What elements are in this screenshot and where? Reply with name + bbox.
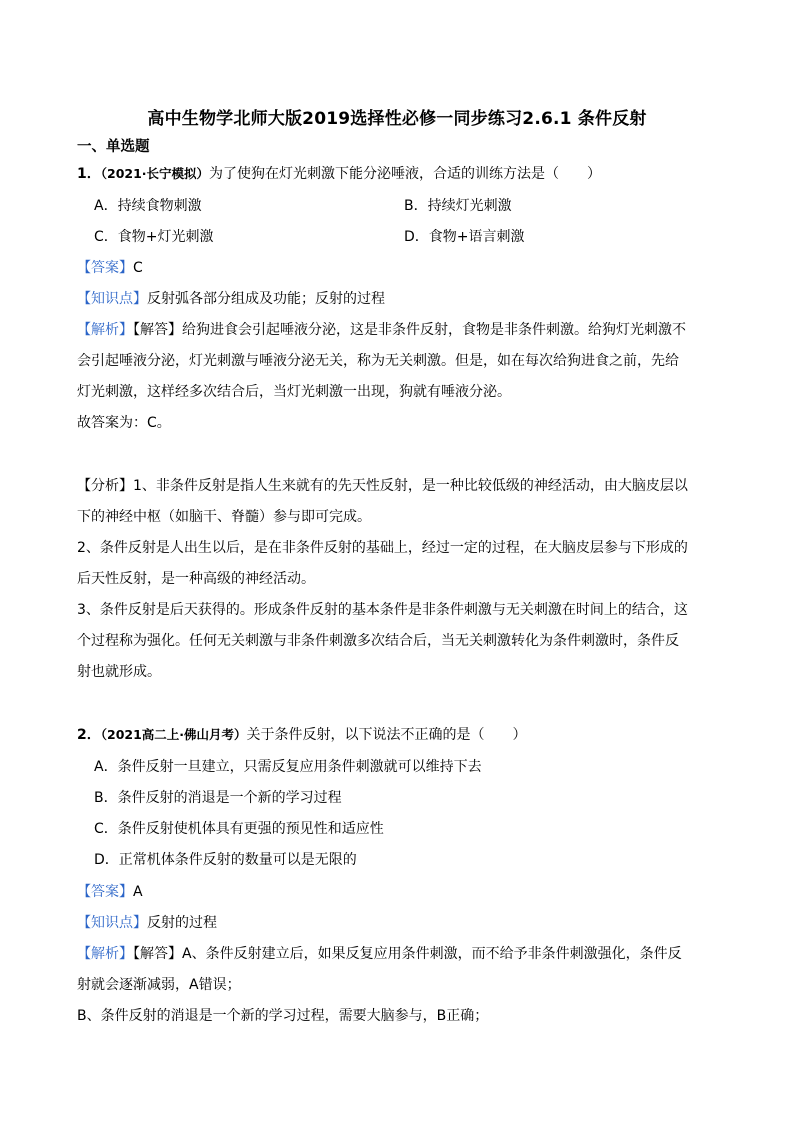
answer-line [77,258,143,278]
fenxi-line-7: 射也就形成。 [77,664,161,680]
option-c: C．条件反射使机体具有更强的预见性和适应性 [94,821,384,837]
option-d: D．食物+语言刺激 [404,229,525,245]
knowledge-tag: 【知识点】 [77,915,147,931]
analysis-line-2: 会引起唾液分泌，灯光刺激与唾液分泌无关，称为无关刺激。但是，如在每次给狗进食之前，先给 [77,353,679,369]
fenxi-text: 1、非条件反射是指人生来就有的先天性反射，是一种比较低级的神经活动，由大脑皮层以 [133,478,688,494]
analysis-tag: 【解析】 [77,946,133,962]
option-c: C．食物+灯光刺激 [94,229,214,245]
analysis-text: A、条件反射建立后，如果反复应用条件刺激，而不给予非条件刺激强化，条件反 [182,946,682,962]
fenxi-line-6: 个过程称为强化。任何无关刺激与非条件刺激多次结合后，当无关刺激转化为条件刺激时，条件反 [77,633,679,649]
question-1-stem-line [77,164,601,184]
question-source: （2021·长宁模拟） [100,166,210,181]
knowledge-value: 反射弧各部分组成及功能；反射的过程 [147,291,385,307]
question-number: 1． [77,166,101,182]
answer-line [77,882,143,902]
knowledge-value: 反射的过程 [147,915,217,931]
knowledge-line [77,289,385,309]
question-source: （2021高二上·佛山月考） [100,727,247,742]
option-a: A．条件反射一旦建立，只需反复应用条件刺激就可以维持下去 [94,759,482,775]
answer-tag: 【答案】 [77,884,133,900]
question-2-stem-line [77,725,527,745]
analysis-text: 给狗进食会引起唾液分泌，这是非条件反射，食物是非条件刺激。给狗灯光刺激不 [182,322,686,338]
answer-value: A [133,884,143,900]
question-number: 2． [77,727,101,743]
option-d: D．正常机体条件反射的数量可以是无限的 [94,852,357,868]
question-stem: 关于条件反射，以下说法不正确的是（ ） [246,727,527,743]
analysis-line-1 [77,944,682,964]
answer-value: C [133,260,143,276]
option-b: B．持续灯光刺激 [404,198,512,214]
option-a: A．持续食物刺激 [94,198,202,214]
analysis-line-2: 射就会逐渐减弱，A错误； [77,977,241,993]
fenxi-line-1 [77,476,688,496]
fenxi-line-3: 2、条件反射是人出生以后，是在非条件反射的基础上，经过一定的过程，在大脑皮层参与下形成的 [77,540,688,556]
fenxi-line-2: 下的神经中枢（如脑干、脊髓）参与即可完成。 [77,509,371,525]
question-stem: 为了使狗在灯光刺激下能分泌唾液，合适的训练方法是（ ） [209,166,602,182]
knowledge-line [77,913,217,933]
conclusion-line: 故答案为：C。 [77,415,171,431]
analysis-sub-tag: 【解答】 [133,322,182,338]
analysis-line-1 [77,320,686,340]
analysis-sub-tag: 【解答】 [133,946,182,962]
analysis-line-3: 灯光刺激，这样经多次结合后，当灯光刺激一出现，狗就有唾液分泌。 [77,384,511,400]
analysis-tag: 【解析】 [77,322,133,338]
fenxi-line-5: 3、条件反射是后天获得的。形成条件反射的基本条件是非条件刺激与无关刺激在时间上的结合，这 [77,602,688,618]
fenxi-line-4: 后天性反射，是一种高级的神经活动。 [77,571,315,587]
knowledge-tag: 【知识点】 [77,291,147,307]
option-b: B．条件反射的消退是一个新的学习过程 [94,790,342,806]
analysis-line-3: B、条件反射的消退是一个新的学习过程，需要大脑参与，B正确； [77,1008,489,1024]
answer-tag: 【答案】 [77,260,133,276]
section-heading: 一、单选题 [77,139,150,155]
page-title: 高中生物学北师大版2019选择性必修一同步练习2.6.1 条件反射 [147,109,647,129]
fenxi-tag: 【分析】 [77,478,133,494]
